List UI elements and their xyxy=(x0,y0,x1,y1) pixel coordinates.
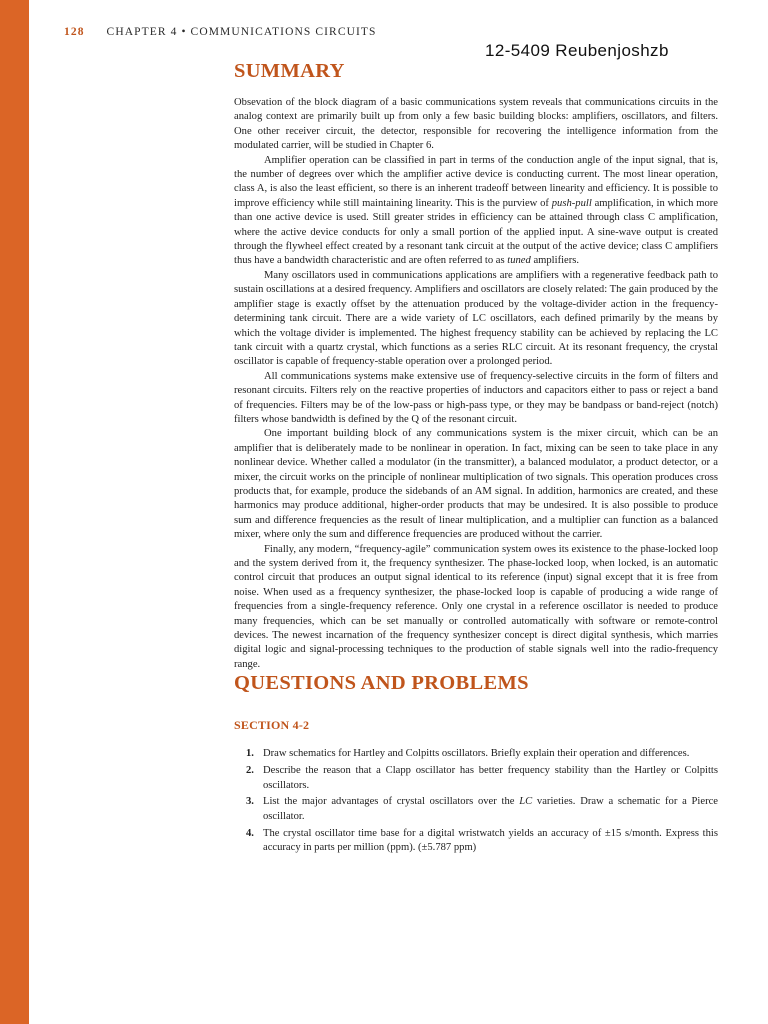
summary-paragraph-1: Obsevation of the block diagram of a basic communications system reveals that communications circuits in the analog context are primarily built up from only a few basic building blocks: amplifiers, oscillators, and filters. One other receiver circuit, the detector, responsible for recovering the intelligence information from the modulated carrier, will be studied in Chapter 6. xyxy=(234,97,718,152)
question-number: 4. xyxy=(246,827,254,839)
question-number: 3. xyxy=(246,796,254,808)
summary-body xyxy=(234,96,718,672)
summary-paragraph-4: All communications systems make extensive use of frequency-selective circuits in the form of filters and resonant circuits. Filters rely on the reactive properties of inductors and capacitors either to pass or reject a band of frequencies. Filters may be of the low-pass or high-pass type, or they may be bandpass or band-reject (notch) filters whose bandwidth is defined by the Q of the resonant circuit. xyxy=(234,370,718,425)
question-text: List the major advantages of crystal oscillators over the LC varieties. Draw a schematic for a Pierce oscillator. xyxy=(263,796,718,822)
question-item xyxy=(234,827,718,856)
push-pull-term: push-pull xyxy=(551,197,592,209)
question-number: 2. xyxy=(246,765,254,777)
running-head xyxy=(64,26,377,38)
question-item xyxy=(234,764,718,793)
lc-term: LC xyxy=(519,796,533,808)
question-item xyxy=(234,795,718,824)
summary-paragraph-3: Many oscillators used in communications applications are amplifiers with a regenerative feedback path to sustain oscillations at a desired frequency. Amplifiers and oscillators are closely related: The gain produced by the amplifier stage is exactly offset by the attenuation produced by the voltage-divider action in the frequency-determining tank circuit. There are a wide variety of LC oscillators, each defined primarily by the means by which the voltage divider is implemented. The highest frequency stability can be achieved by replacing the LC tank circuit with a quartz crystal, which functions as a series RLC circuit. At its resonant frequency, the crystal oscillator is capable of frequency-stable operation over a prolonged period. xyxy=(234,269,718,368)
question-text: Draw schematics for Hartley and Colpitts oscillators. Briefly explain their operation and differences. xyxy=(263,748,690,760)
page-content xyxy=(234,60,718,858)
questions-heading: QUESTIONS AND PROBLEMS xyxy=(234,672,529,695)
page-number: 128 xyxy=(64,26,85,38)
chapter-label: CHAPTER 4 • COMMUNICATIONS CIRCUITS xyxy=(106,26,377,38)
section-4-2-heading: SECTION 4-2 xyxy=(234,718,310,733)
question-text: Describe the reason that a Clapp oscillator has better frequency stability than the Hartley or Colpitts oscillators. xyxy=(263,765,718,791)
question-number: 1. xyxy=(246,748,254,760)
document-stamp: 12-5409 Reubenjoshzb xyxy=(485,41,669,60)
chapter-side-bar xyxy=(0,0,29,1024)
question-item xyxy=(234,747,718,761)
summary-heading: SUMMARY xyxy=(234,60,345,82)
summary-paragraph-5: One important building block of any communications system is the mixer circuit, which can be an amplifier that is deliberately made to be nonlinear in operation. In fact, mixing can be seen to take place in any nonlinear device. Whether called a modulator (in the transmitter), a balanced modulator, a product detector, or a mixer, the circuit works on the principle of nonlinear multiplication of two signals. This operation produces cross products that, for example, produce the sidebands of an AM signal. In addition, harmonics are created, and these harmonics may produce additional, higher-order products that may be undesired. It is also possible to produce sum and difference frequencies as the result of linear multiplication, and a multiplier can function as a balanced mixer, where only the sum and difference frequencies are produced without the carrier. xyxy=(234,428,718,541)
tuned-term: tuned xyxy=(507,255,531,267)
summary-paragraph-2: Amplifier operation can be classified in part in terms of the conduction angle of the input signal, that is, the number of degrees over which the amplifier active device is conducting current. The most linear operation, class A, is also the least efficient, so there is an inherent tradeoff between linearity and efficiency. It is possible to improve efficiency while still maintaining linearity. This is the purview of push-pull amplification, in which more than one active device is used. Still greater strides in efficiency can be attained through class C amplification, where the active device conducts for only a small portion of the applied input. A sine-wave output is created through the flywheel effect created by a resonant tank circuit at the output of the active device; class C amplifiers thus have a bandwidth characteristic and are often referred to as tuned amplifiers. xyxy=(234,154,719,267)
question-list xyxy=(234,747,718,855)
question-text: The crystal oscillator time base for a digital wristwatch yields an accuracy of ±15 s/month. Express this accuracy in parts per million (ppm). (±5.787 ppm) xyxy=(263,827,718,854)
summary-paragraph-6: Finally, any modern, “frequency-agile” communication system owes its existence to the phase-locked loop and the system derived from it, the frequency synthesizer. The phase-locked loop, when locked, is an automatic control circuit that produces an output signal identical to its reference (input) signal except that it is free from noise. When used as a frequency synthesizer, the phase-locked loop is capable of producing a wide range of frequencies from a single-frequency reference. Only one crystal in a reference oscillator is needed to produce many frequencies, which can be set manually or controlled automatically with software or remote-control devices. The newest incarnation of the frequency synthesizer concept is direct digital synthesis, which marries digital logic and signal-processing techniques to the production of stable signals well into the radio-frequency range. xyxy=(234,543,718,670)
